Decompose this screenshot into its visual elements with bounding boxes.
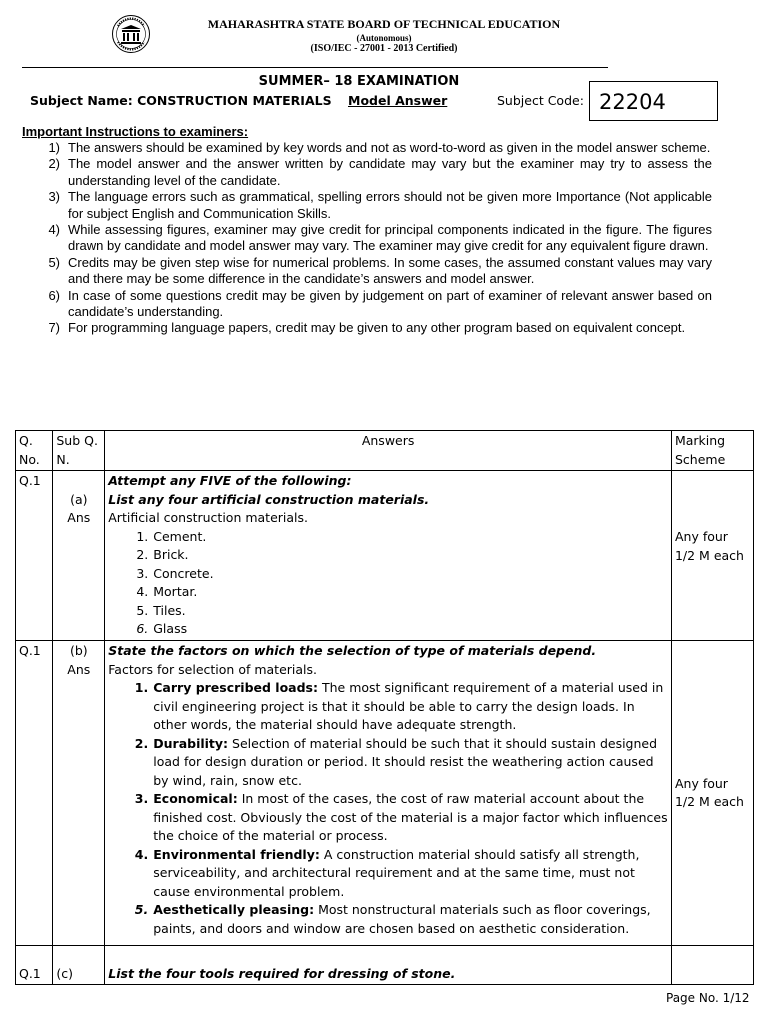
list-term: Carry prescribed loads: xyxy=(153,680,318,695)
list-item xyxy=(108,546,668,565)
instruction-text: For programming language papers, credit may be given to any other program based on equivalent concept. xyxy=(68,320,686,336)
list-number: 1. xyxy=(136,528,149,544)
header-answers: Answers xyxy=(105,431,672,471)
subject-code-label: Subject Code: xyxy=(497,93,584,108)
answer-intro: Artificial construction materials. xyxy=(108,510,309,525)
header-q-no: Q. No. xyxy=(16,431,53,471)
instruction-text: Credits may be given step wise for numerical problems. In some cases, the assumed constant values may vary and there may be some difference in the candidate’s answers and model answer. xyxy=(68,254,712,287)
answer-intro: Factors for selection of materials. xyxy=(108,661,317,677)
instruction-item xyxy=(34,255,712,288)
table-row xyxy=(16,641,754,946)
sub-question-number: (b) xyxy=(69,643,88,658)
instruction-item xyxy=(34,320,712,336)
instruction-number: 7) xyxy=(48,320,60,336)
list-text: The most significant requirement of a material used in civil engineering project is that it should be able to carry the design loads. In other words, the material should have adequate strength. xyxy=(153,680,664,732)
list-text: Concrete. xyxy=(153,565,214,581)
list-text: Brick. xyxy=(153,547,189,562)
table-row xyxy=(16,471,754,641)
question-number: Q.1 xyxy=(16,471,53,641)
list-number: 5. xyxy=(136,602,149,618)
answer-cell xyxy=(105,641,672,946)
autonomous-label: (Autonomous) xyxy=(356,33,412,43)
list-term: Durability: xyxy=(153,735,229,751)
list-number: 5. xyxy=(134,902,149,917)
instruction-number: 6) xyxy=(48,287,60,303)
subject-code: 22204 xyxy=(599,90,666,114)
list-text: Most nonstructural materials such as floor coverings, paints, and doors and window are chosen based on aesthetic consideration. xyxy=(153,902,651,936)
list-number: 4. xyxy=(136,584,149,599)
board-name: MAHARASHTRA STATE BOARD OF TECHNICAL EDUCATION xyxy=(207,17,561,31)
exam-title: SUMMER– 18 EXAMINATION xyxy=(258,74,460,89)
list-item xyxy=(108,735,668,791)
list-text: Tiles. xyxy=(153,602,186,618)
list-item xyxy=(108,602,668,621)
instruction-item xyxy=(34,189,712,222)
list-item xyxy=(108,846,668,902)
instruction-item xyxy=(34,222,712,255)
instruction-text: In case of some questions credit may be given by judgement on part of examiner of relevant answer based on candidate’s understanding. xyxy=(68,287,712,320)
instruction-item xyxy=(34,156,712,189)
instruction-text: The model answer and the answer written by candidate may vary but the examiner may try to assess the understanding level of the candidate. xyxy=(68,156,712,188)
list-number: 6. xyxy=(136,621,149,636)
answer-label: Ans xyxy=(67,510,91,525)
list-item xyxy=(108,528,668,547)
list-item xyxy=(108,620,668,639)
sub-question-cell xyxy=(53,471,105,641)
question-text: List the four tools required for dressing of stone. xyxy=(105,946,672,985)
iso-certification: (ISO/IEC - 27001 - 2013 Certified) xyxy=(310,43,458,54)
list-number: 2. xyxy=(136,547,149,562)
instruction-text: The answers should be examined by key words and not as word-to-word as given in the model answer scheme. xyxy=(68,140,711,155)
marking-scheme: Any four 1/2 M each xyxy=(671,471,753,641)
answer-cell xyxy=(105,471,672,641)
instruction-number: 4) xyxy=(48,222,60,238)
header-divider xyxy=(22,67,608,68)
subject-name: Subject Name: CONSTRUCTION MATERIALS xyxy=(30,93,332,108)
list-text: Mortar. xyxy=(153,584,198,599)
list-text: Selection of material should be such that it should sustain designed load for design duration or period. It should resist the weathering action caused by wind, rain, snow etc. xyxy=(153,735,658,788)
attempt-instruction: Attempt any FIVE of the following: xyxy=(108,473,352,488)
list-number: 4. xyxy=(134,846,149,862)
list-text: Glass xyxy=(153,621,188,636)
question-number: Q.1 xyxy=(16,946,53,985)
answer-label: Ans xyxy=(67,661,91,677)
list-item xyxy=(108,790,668,846)
sub-question-number: (c) xyxy=(53,946,105,985)
table-row xyxy=(16,946,754,985)
list-term: Economical: xyxy=(153,791,238,806)
marking-scheme: Any four 1/2 M each xyxy=(671,641,753,946)
instruction-number: 1) xyxy=(48,140,60,155)
table-header-row xyxy=(16,431,754,471)
list-number: 2. xyxy=(134,735,149,751)
sub-question-cell xyxy=(53,641,105,946)
marking-scheme xyxy=(671,946,753,985)
answer-list xyxy=(108,528,668,639)
list-text: In most of the cases, the cost of raw material account about the finished cost. Obviously the cost of the material is a major factor which influences the choice of the material or process. xyxy=(153,791,668,843)
instruction-number: 2) xyxy=(48,156,60,172)
subject-code-box xyxy=(589,81,718,121)
answer-list xyxy=(108,679,668,938)
instruction-number: 3) xyxy=(48,189,60,205)
list-item xyxy=(108,565,668,584)
list-item xyxy=(108,679,668,735)
instruction-text: The language errors such as grammatical, spelling errors should not be given more Importance (Not applicable for subject English and Communication Skills. xyxy=(68,189,712,221)
list-text: A construction material should satisfy all strength, serviceability, and architectural requirement and at the same time, must not cause environmental problem. xyxy=(153,846,640,899)
list-item xyxy=(108,583,668,602)
list-number: 1. xyxy=(134,680,149,695)
answer-table xyxy=(15,430,754,985)
list-term: Aesthetically pleasing: xyxy=(153,902,315,917)
instruction-item xyxy=(34,140,712,156)
question-text: List any four artificial construction materials. xyxy=(108,491,430,507)
instruction-item xyxy=(34,288,712,321)
list-text: Cement. xyxy=(153,528,207,544)
page-number: Page No. 1/12 xyxy=(666,991,750,1005)
instructions-list xyxy=(34,140,712,337)
header-marking-scheme: Marking Scheme xyxy=(671,431,753,471)
instruction-number: 5) xyxy=(48,254,60,270)
instructions-heading: Important Instructions to examiners: xyxy=(22,124,249,139)
header-sub-q: Sub Q. N. xyxy=(53,431,105,471)
instruction-text: While assessing figures, examiner may give credit for principal components indicated in the figure. The figures drawn by candidate and model answer may vary. The examiner may give credit for any equivalent figure drawn. xyxy=(68,222,712,254)
sub-question-number: (a) xyxy=(70,491,88,507)
list-term: Environmental friendly: xyxy=(153,846,320,862)
question-number: Q.1 xyxy=(16,641,53,946)
list-number: 3. xyxy=(134,791,149,806)
model-answer-label: Model Answer xyxy=(348,93,448,108)
list-number: 3. xyxy=(136,565,149,581)
list-item xyxy=(108,901,668,938)
question-text: State the factors on which the selection of type of materials depend. xyxy=(108,643,597,658)
